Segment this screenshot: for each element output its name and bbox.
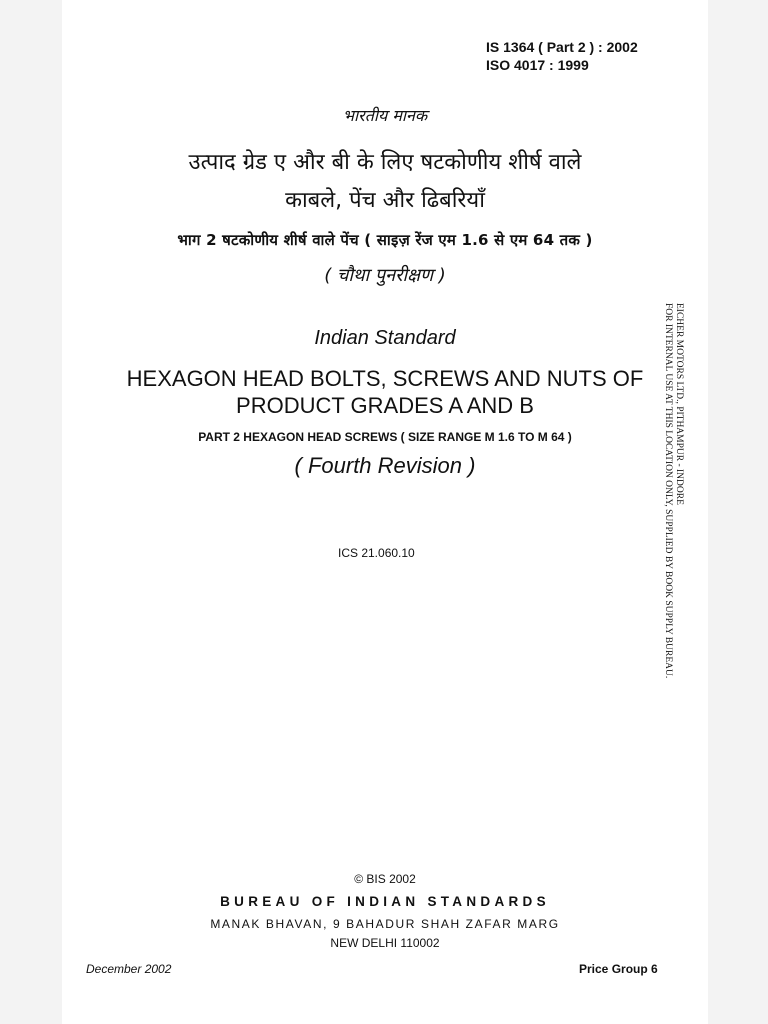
- hindi-title-line2: काबले, पेंच और ढिबरियाँ: [285, 188, 485, 213]
- stamp-line1: EICHER MOTORS LTD., PITHAMPUR - INDORE: [674, 303, 684, 505]
- standard-designation: [486, 38, 655, 74]
- standard-number: IS 1364 ( Part 2 ) : 2002: [486, 39, 638, 55]
- publisher-name: BUREAU OF INDIAN STANDARDS: [220, 894, 550, 909]
- english-title-line2: PRODUCT GRADES A AND B: [236, 393, 534, 418]
- hindi-revision: ( चौथा पुनरीक्षण ): [324, 265, 446, 286]
- english-title-line1: HEXAGON HEAD BOLTS, SCREWS AND NUTS OF: [126, 366, 644, 391]
- ics-code: ICS 21.060.10: [338, 546, 415, 560]
- english-part-title: PART 2 HEXAGON HEAD SCREWS ( SIZE RANGE M 1.6 TO M 64 ): [198, 430, 572, 444]
- hindi-part-title: भाग 2 षटकोणीय शीर्ष वाले पेंच ( साइज़ रेंज एम 1.6 से एम 64 तक ): [177, 231, 593, 249]
- side-license-stamp: [662, 303, 684, 723]
- address-line2: NEW DELHI 110002: [330, 936, 440, 950]
- iso-number: ISO 4017 : 1999: [486, 57, 589, 73]
- english-revision: ( Fourth Revision ): [294, 453, 476, 478]
- hindi-standard-label: भारतीय मानक: [342, 106, 428, 125]
- price-group: Price Group 6: [579, 962, 658, 976]
- address-line1: MANAK BHAVAN, 9 BAHADUR SHAH ZAFAR MARG: [210, 917, 560, 931]
- publication-date: December 2002: [86, 962, 172, 976]
- hindi-title-line1: उत्पाद ग्रेड ए और बी के लिए षटकोणीय शीर्ष वाले: [188, 150, 582, 175]
- stamp-line2: FOR INTERNAL USE AT THIS LOCATION ONLY, SUPPLIED BY BOOK SUPPLY BUREAU.: [663, 303, 673, 679]
- english-standard-label: Indian Standard: [314, 327, 456, 349]
- copyright: © BIS 2002: [354, 872, 416, 886]
